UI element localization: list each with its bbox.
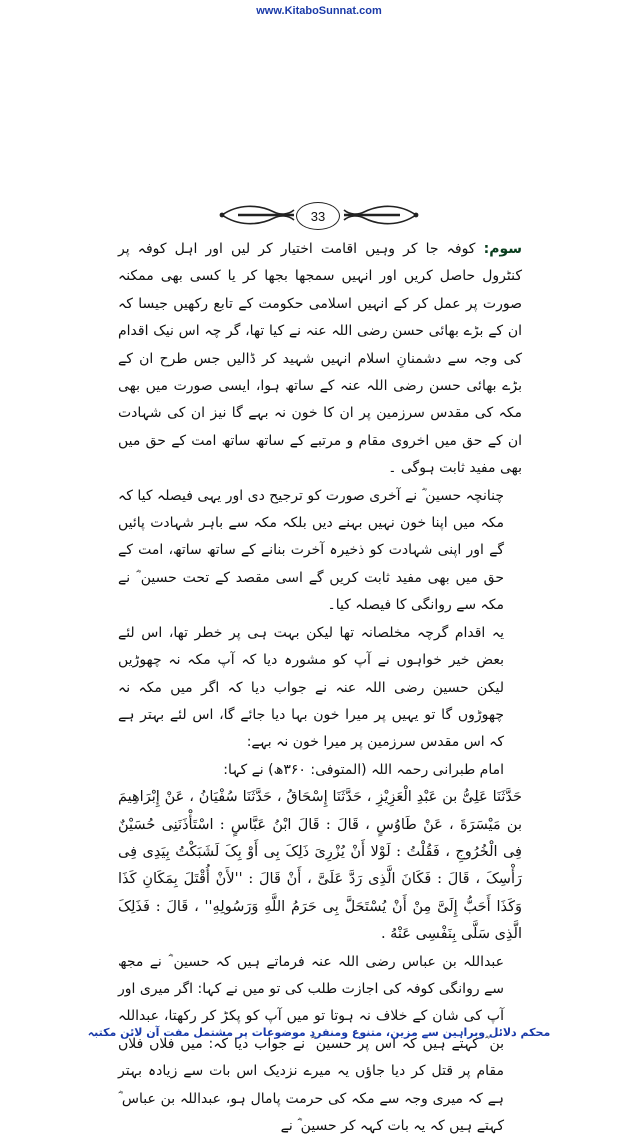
hadith-arabic-text: حَدَّثَنَا عَلِیُّ بن عَبْدِ الْعَزِیْزِ ، حَدَّثَنَا إِسْحَاقُ ، حَدَّثَنَا سُفْیَانُ ، عَنْ إِبْرَاهِیمَ بن مَیْسَرَةَ ، عَنْ طَاوُسٍ ، قَالَ : قَالَ ابْنُ عَبَّاسٍ : اسْتَأْذَنَنِی حُسَیْنٌ فِی الْخُرُوجِ ، فَقُلْتُ : لَوْلا أَنْ یُزْرِیَ ذَلِکَ بِی أَوْ بِکَ لَشَبَکْتُ بِیَدِی فِی رَأْسِکَ ، قَالَ : فَکَانَ الَّذِی رَدَّ عَلَیَّ ، أَنْ قَالَ : ''لأَنْ أُقْتَلَ بِمَکَانِ کَذَا وَکَذَا أَحَبُّ إِلَیَّ مِنْ أَنْ یُسْتَحَلَّ بِی حَرَمُ اللَّهِ وَرَسُولِهِ'' ، قَالَ : فَذَلِکَ الَّذِی سَلَّى بِنَفْسِی عَنْهُ . xyxy=(118,789,522,943)
footer-tagline: محکم دلائل وبراہین سے مزین، متنوع ومنفرد موضوعات پر مشتمل مفت آن لائن مکتبہ xyxy=(87,1026,551,1039)
paragraph-4: امام طبرانی رحمہ اللہ (المتوفی: ۳۶۰ھ) نے کہا: xyxy=(223,761,504,778)
paragraph-1-text: کوفہ جا کر وہیں اقامت اختیار کر لیں اور اہل کوفہ پر کنٹرول حاصل کریں اور انہیں سمجھا بجھا کر یا کسی بھی ممکنہ صورت پر عمل کر کے انہیں اسلامی حکومت کے تابع رکھیں جیسا کہ ان کے بڑے بھائی حسن رضی اللہ عنہ نے کیا تھا، گر چہ اس نیک اقدام کی وجہ سے دشمنانِ اسلام انہیں شہید کر ڈالیں جس طرح ان کے بڑے بھائی حسن رضی اللہ عنہ کے ساتھ ہوا، ایسی صورت میں بھی مکہ کی مقدس سرزمین پر ان کا خون نہ بہے گا نیز ان کی شہادت ان کے حق میں اخروی مقام و مرتبے کے ساتھ ساتھ امت کے حق میں بھی مفید ثابت ہوگی ۔ xyxy=(118,241,522,477)
page-body xyxy=(118,236,522,1140)
section-lead-label: سوم: xyxy=(483,241,522,257)
site-url[interactable]: www.KitaboSunnat.com xyxy=(256,5,382,17)
paragraph-6: عبداللہ بن عباس رضی اللہ عنہ فرماتے ہیں کہ حسین ؓ نے مجھ سے روانگی کوفہ کی اجازت طلب کی تو میں نے کہا: اگر میری اور آپ کی شان کے خلاف نہ ہوتا تو میں آپ کو پکڑ کر رکھتا، عبداللہ بن ؓ کہتے ہیں کہ اس پر حسین ؓ نے جواب دیا کہ: میں فلاں فلاں مقام پر قتل کر دیا جاؤں یہ میرے نزدیک اس بات سے زیادہ بہتر ہے کہ میری وجہ سے مکہ کی حرمت پامال ہو، عبداللہ بن عباس ؓ کہتے ہیں کہ یہ بات کہہ کر حسین ؓ نے xyxy=(118,953,504,1134)
paragraph-3: یہ اقدام گرچہ مخلصانہ تھا لیکن بہت ہی پر خطر تھا، اس لئے بعض خیر خواہوں نے آپ کو مشورہ دیا کہ آپ مکہ نہ چھوڑیں لیکن حسین رضی اللہ عنہ نے جواب دیا کہ اگر میں مکہ نہ چھوڑوں گا تو یہیں پر میرا خون بہا دیا جائے گا، اس لئے بہتر ہے کہ اس مقدس سرزمین پر میرا خون نہ بہے: xyxy=(118,624,504,751)
paragraph-1 xyxy=(118,236,522,483)
paragraph-2: چنانچہ حسین ؓ نے آخری صورت کو ترجیح دی اور یہی فیصلہ کیا کہ مکہ میں اپنا خون نہیں بہنے دیں بلکہ مکہ سے باہر شہادت پائیں گے اور اپنی شہادت کو ذخیرہ آخرت بنانے کے ساتھ ساتھ، امت کے حق میں بھی مفید ثابت کریں گے اسی مقصد کے تحت حسین ؓ نے مکہ سے روانگی کا فیصلہ کیا۔ xyxy=(118,487,504,614)
page-number: 33 xyxy=(296,202,340,230)
